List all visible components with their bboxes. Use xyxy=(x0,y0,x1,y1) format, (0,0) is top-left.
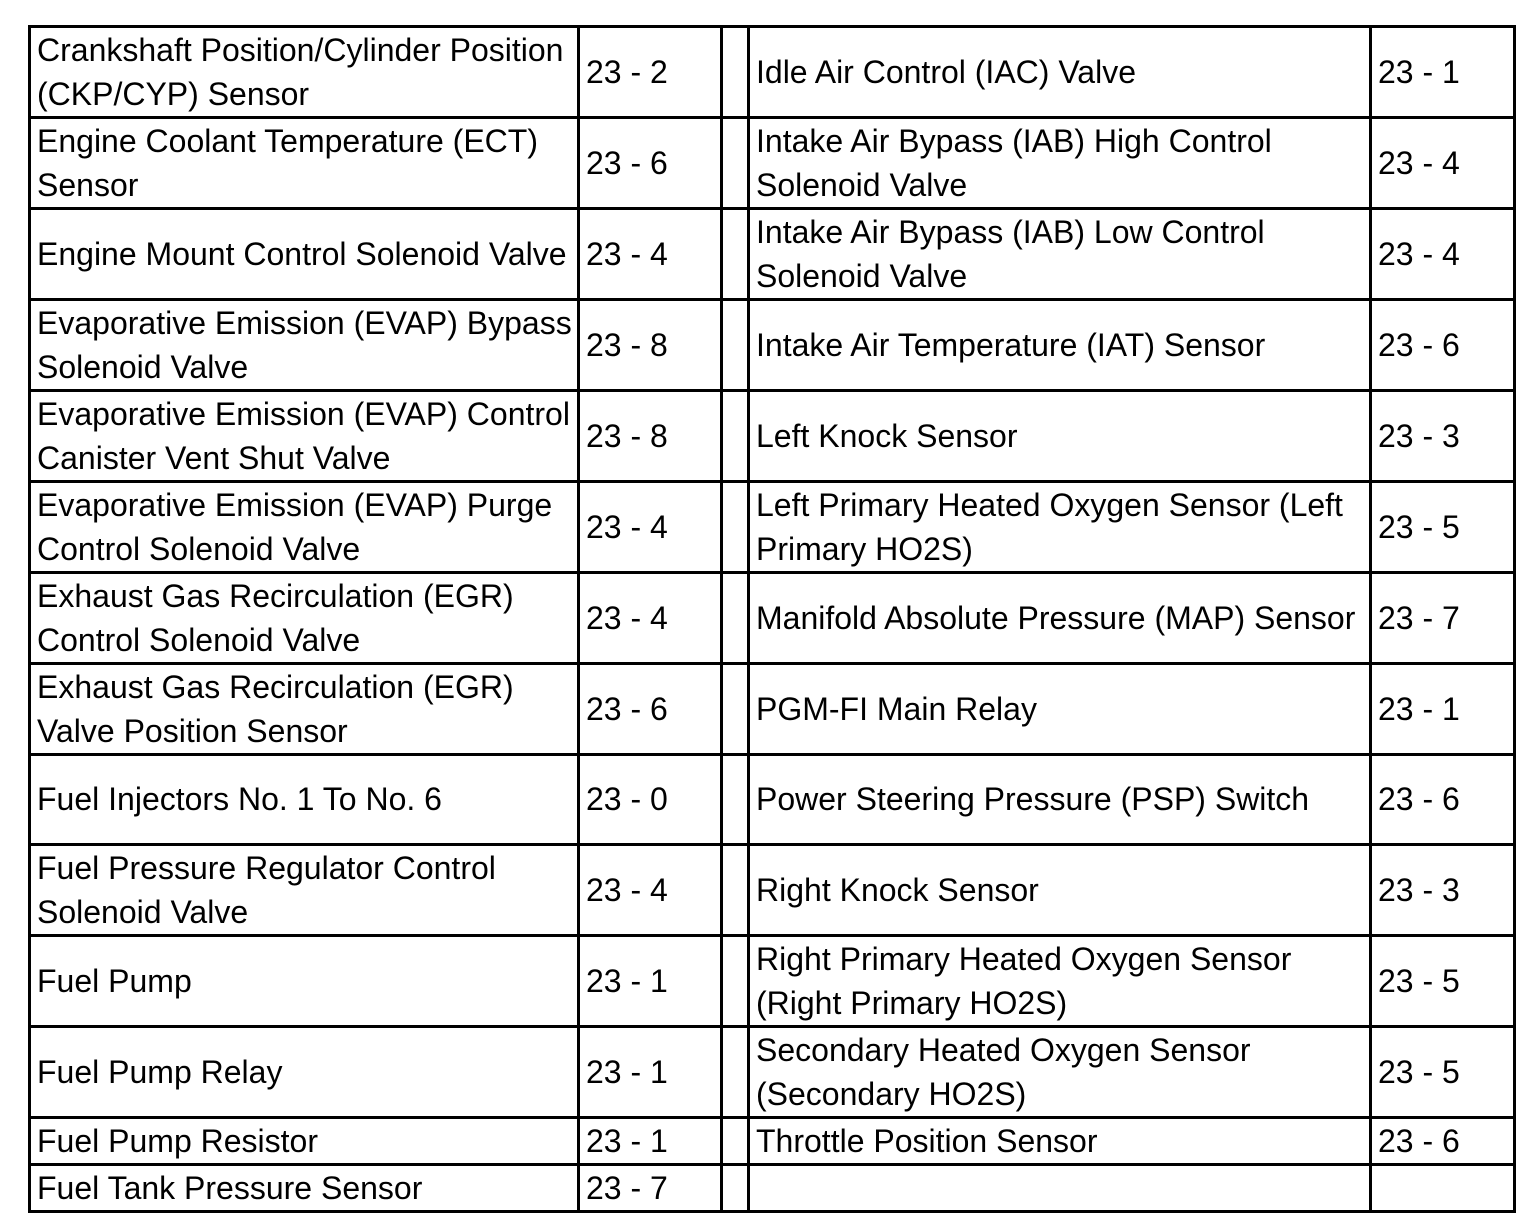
left-page-ref: 23 - 2 xyxy=(579,27,722,118)
column-gap xyxy=(722,935,749,1026)
left-page-ref: 23 - 6 xyxy=(579,118,722,209)
component-index-table xyxy=(28,25,1516,1213)
left-page-ref: 23 - 1 xyxy=(579,935,722,1026)
left-page-ref: 23 - 4 xyxy=(579,844,722,935)
left-page-ref: 23 - 4 xyxy=(579,573,722,664)
column-gap xyxy=(722,1164,749,1211)
right-component-name: Left Primary Heated Oxygen Sensor (Left Primary HO2S) xyxy=(749,482,1371,573)
left-component-name: Engine Mount Control Solenoid Valve xyxy=(30,209,579,300)
column-gap xyxy=(722,118,749,209)
left-component-name: Exhaust Gas Recirculation (EGR) Control Solenoid Valve xyxy=(30,573,579,664)
left-component-name: Fuel Pump xyxy=(30,935,579,1026)
left-component-name: Fuel Tank Pressure Sensor xyxy=(30,1164,579,1211)
right-component-name: Right Primary Heated Oxygen Sensor (Right Primary HO2S) xyxy=(749,935,1371,1026)
right-component-name: Right Knock Sensor xyxy=(749,844,1371,935)
right-page-ref: 23 - 3 xyxy=(1371,391,1515,482)
right-page-ref xyxy=(1371,1164,1515,1211)
right-component-name xyxy=(749,1164,1371,1211)
left-page-ref: 23 - 4 xyxy=(579,209,722,300)
right-page-ref: 23 - 1 xyxy=(1371,664,1515,755)
table-row xyxy=(30,844,1515,935)
right-component-name: Left Knock Sensor xyxy=(749,391,1371,482)
right-component-name: Power Steering Pressure (PSP) Switch xyxy=(749,755,1371,845)
column-gap xyxy=(722,27,749,118)
table-row xyxy=(30,1164,1515,1211)
column-gap xyxy=(722,482,749,573)
right-page-ref: 23 - 5 xyxy=(1371,482,1515,573)
column-gap xyxy=(722,1117,749,1164)
left-component-name: Fuel Injectors No. 1 To No. 6 xyxy=(30,755,579,845)
right-component-name: PGM-FI Main Relay xyxy=(749,664,1371,755)
left-page-ref: 23 - 8 xyxy=(579,391,722,482)
right-page-ref: 23 - 4 xyxy=(1371,209,1515,300)
column-gap xyxy=(722,391,749,482)
right-component-name: Intake Air Bypass (IAB) High Control Solenoid Valve xyxy=(749,118,1371,209)
right-component-name: Throttle Position Sensor xyxy=(749,1117,1371,1164)
left-component-name: Exhaust Gas Recirculation (EGR) Valve Position Sensor xyxy=(30,664,579,755)
table-row xyxy=(30,1026,1515,1117)
right-page-ref: 23 - 5 xyxy=(1371,935,1515,1026)
table-row xyxy=(30,573,1515,664)
table-row xyxy=(30,755,1515,845)
table-row xyxy=(30,118,1515,209)
table-row xyxy=(30,300,1515,391)
right-component-name: Manifold Absolute Pressure (MAP) Sensor xyxy=(749,573,1371,664)
table-row xyxy=(30,209,1515,300)
left-page-ref: 23 - 7 xyxy=(579,1164,722,1211)
column-gap xyxy=(722,209,749,300)
left-page-ref: 23 - 0 xyxy=(579,755,722,845)
right-page-ref: 23 - 6 xyxy=(1371,1117,1515,1164)
table-row xyxy=(30,482,1515,573)
column-gap xyxy=(722,664,749,755)
right-page-ref: 23 - 1 xyxy=(1371,27,1515,118)
right-page-ref: 23 - 6 xyxy=(1371,300,1515,391)
left-component-name: Fuel Pressure Regulator Control Solenoid Valve xyxy=(30,844,579,935)
table-body xyxy=(30,27,1515,1212)
column-gap xyxy=(722,755,749,845)
left-component-name: Engine Coolant Temperature (ECT) Sensor xyxy=(30,118,579,209)
left-component-name: Crankshaft Position/Cylinder Position (CKP/CYP) Sensor xyxy=(30,27,579,118)
column-gap xyxy=(722,1026,749,1117)
left-component-name: Fuel Pump Relay xyxy=(30,1026,579,1117)
left-page-ref: 23 - 1 xyxy=(579,1117,722,1164)
column-gap xyxy=(722,844,749,935)
right-page-ref: 23 - 4 xyxy=(1371,118,1515,209)
left-page-ref: 23 - 8 xyxy=(579,300,722,391)
left-page-ref: 23 - 1 xyxy=(579,1026,722,1117)
left-page-ref: 23 - 4 xyxy=(579,482,722,573)
column-gap xyxy=(722,573,749,664)
table-row xyxy=(30,1117,1515,1164)
left-component-name: Evaporative Emission (EVAP) Control Canister Vent Shut Valve xyxy=(30,391,579,482)
right-page-ref: 23 - 6 xyxy=(1371,755,1515,845)
right-component-name: Idle Air Control (IAC) Valve xyxy=(749,27,1371,118)
table-row xyxy=(30,935,1515,1026)
column-gap xyxy=(722,300,749,391)
right-component-name: Intake Air Temperature (IAT) Sensor xyxy=(749,300,1371,391)
right-page-ref: 23 - 3 xyxy=(1371,844,1515,935)
table-row xyxy=(30,27,1515,118)
table-row xyxy=(30,664,1515,755)
right-page-ref: 23 - 7 xyxy=(1371,573,1515,664)
left-component-name: Evaporative Emission (EVAP) Purge Control Solenoid Valve xyxy=(30,482,579,573)
right-page-ref: 23 - 5 xyxy=(1371,1026,1515,1117)
table-row xyxy=(30,391,1515,482)
right-component-name: Secondary Heated Oxygen Sensor (Secondary HO2S) xyxy=(749,1026,1371,1117)
right-component-name: Intake Air Bypass (IAB) Low Control Solenoid Valve xyxy=(749,209,1371,300)
left-component-name: Fuel Pump Resistor xyxy=(30,1117,579,1164)
left-component-name: Evaporative Emission (EVAP) Bypass Solenoid Valve xyxy=(30,300,579,391)
left-page-ref: 23 - 6 xyxy=(579,664,722,755)
